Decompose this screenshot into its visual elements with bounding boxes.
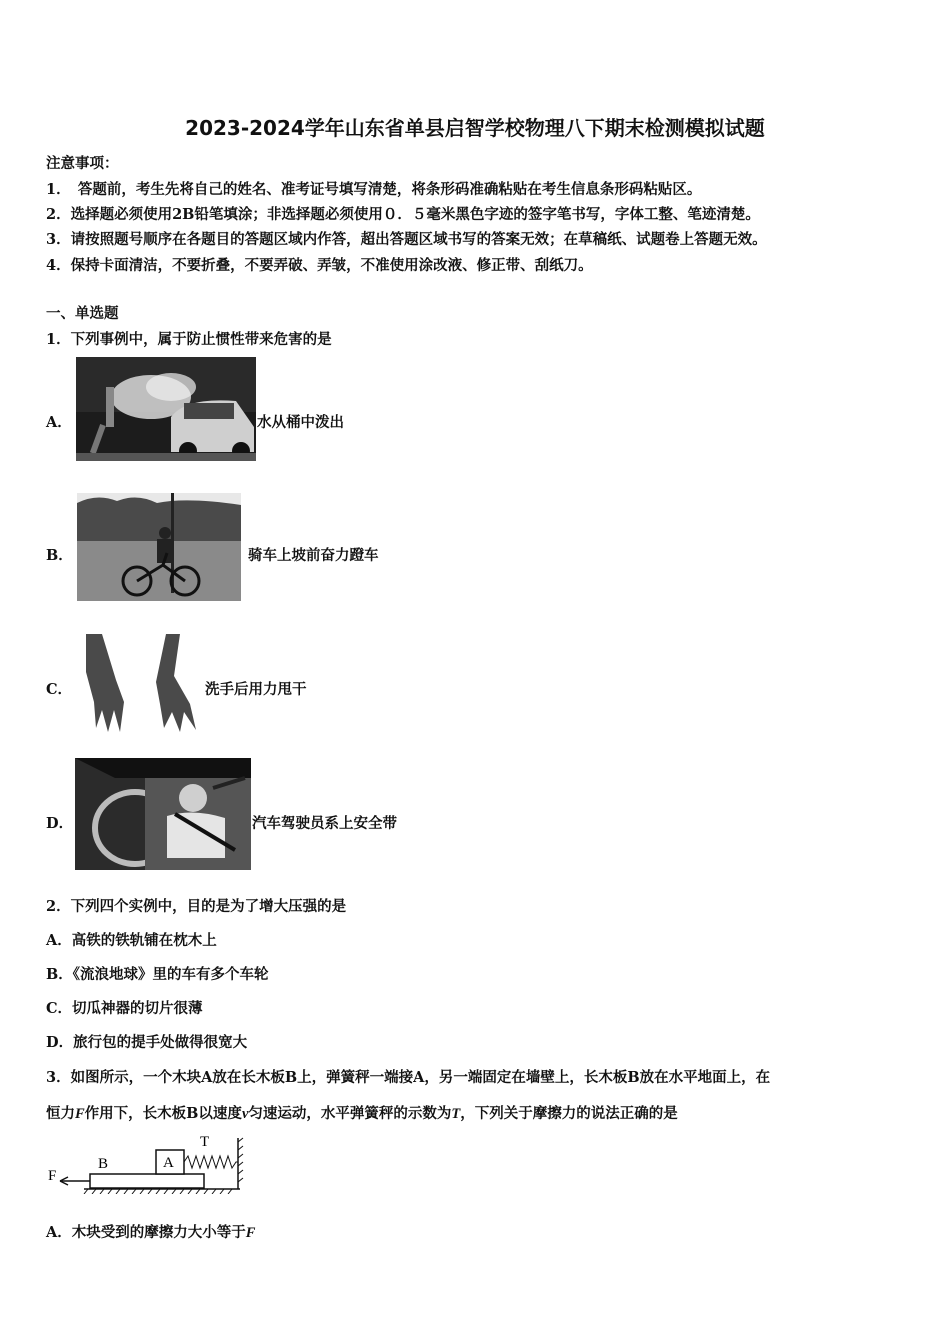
q2-stem: 2．下列四个实例中，目的是为了增大压强的是 <box>46 898 347 915</box>
label-t: T <box>200 1134 210 1150</box>
notice-item-3: 3．请按照题号顺序在各题目的答题区域内作答，超出答题区域书写的答案无效；在草稿纸、试题卷上答题无效。 <box>46 231 767 248</box>
section-heading: 一、单选题 <box>46 305 119 322</box>
shaking-hands-photo <box>80 632 204 738</box>
notice-item-4: 4．保持卡面清洁，不要折叠，不要弄破、弄皱，不准使用涂改液、修正带、刮纸刀。 <box>46 257 593 274</box>
notice-heading: 注意事项： <box>46 155 119 172</box>
q2-option-c: C．切瓜神器的切片很薄 <box>46 1000 203 1017</box>
q1-option-a-text: 水从桶中泼出 <box>257 414 344 431</box>
label-f: F <box>48 1168 57 1184</box>
q1-option-a-letter: A． <box>46 414 72 431</box>
label-b: B <box>98 1156 109 1172</box>
page-title: 2023-2024学年山东省单县启智学校物理八下期末检测模拟试题 <box>185 116 765 140</box>
q2-option-d: D．旅行包的提手处做得很宽大 <box>46 1034 248 1051</box>
notice-item-2: 2．选择题必须使用2B铅笔填涂；非选择题必须使用０．５毫米黑色字迹的签字笔书写，字体工整、笔迹清楚。 <box>46 206 760 223</box>
label-a: A <box>163 1155 174 1171</box>
q2-option-a: A．高铁的铁轨铺在枕木上 <box>46 932 217 949</box>
notice-item-1: 1． 答题前，考生先将自己的姓名、准考证号填写清楚，将条形码准确粘贴在考生信息条形码粘贴区。 <box>46 181 702 198</box>
q1-option-d-text: 汽车驾驶员系上安全带 <box>252 815 397 832</box>
q3-stem-line1: 3．如图所示，一个木块A放在长木板B上，弹簧秤一端接A，另一端固定在墙壁上，长木板B放在水平地面上，在 <box>46 1069 771 1086</box>
q3-stem-line2: 恒力F作用下，长木板B以速度v匀速运动，水平弹簧秤的示数为T，下列关于摩擦力的说法正确的是 <box>46 1105 678 1122</box>
spring-block-diagram <box>44 1134 254 1198</box>
driver-seatbelt-photo <box>75 758 251 870</box>
q1-option-d-letter: D． <box>46 815 74 832</box>
q1-option-c-text: 洗手后用力甩干 <box>205 681 307 698</box>
q1-option-b-text: 骑车上坡前奋力蹬车 <box>248 547 379 564</box>
cyclist-photo <box>77 493 241 601</box>
q1-option-c-letter: C． <box>46 681 73 698</box>
q1-stem: 1．下列事例中，属于防止惯性带来危害的是 <box>46 331 332 348</box>
q2-option-b: B．《流浪地球》里的车有多个车轮 <box>46 966 269 983</box>
q3-option-a: A．木块受到的摩擦力大小等于F <box>46 1224 256 1241</box>
q1-option-b-letter: B． <box>46 547 73 564</box>
man-throwing-water-photo <box>76 357 256 461</box>
